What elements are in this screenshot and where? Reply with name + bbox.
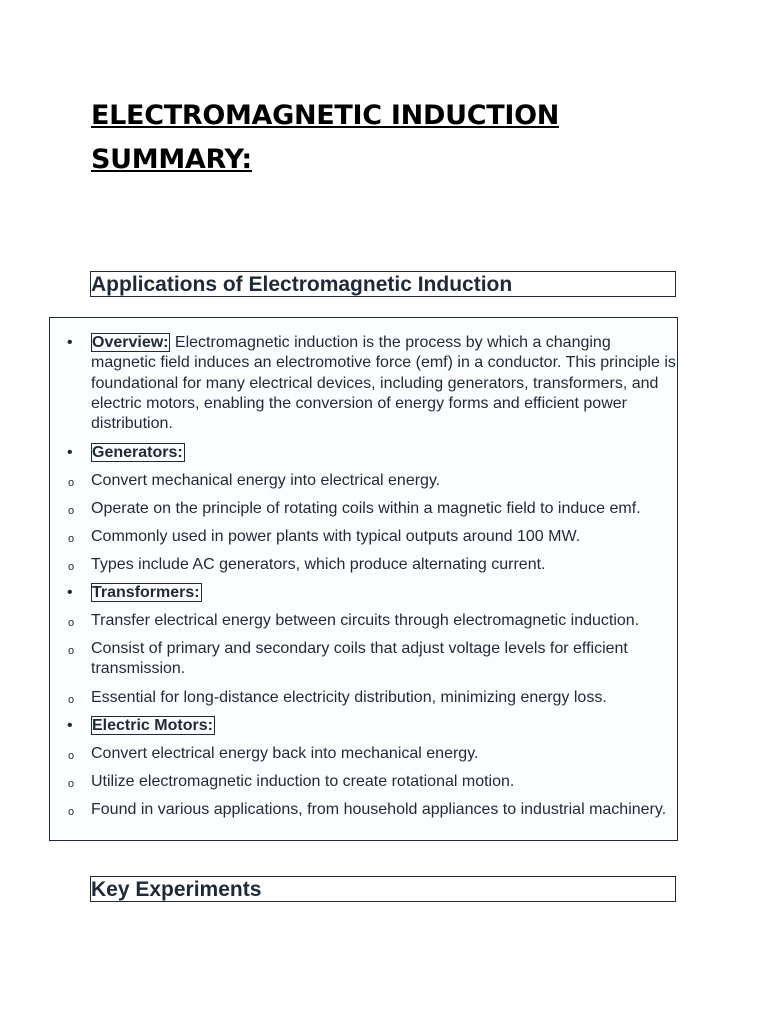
sub-bullet-marker: o (68, 750, 75, 762)
motors-label: Electric Motors: (92, 717, 213, 734)
overview-body: Electromagnetic induction is the process by which a changing magnetic field induces an electromotive force (emf) in a conductor. This principle is foundational for many electrical devices, including generators, transformers, and electric motors, enabling the conversion of energy forms and efficient power distribution. (91, 334, 676, 433)
sub-bullet-marker: o (68, 806, 75, 818)
generators-label: Generators: (92, 444, 183, 461)
transformers-label: Transformers: (92, 584, 200, 601)
sub-bullet-marker: o (68, 778, 75, 790)
applications-content-box: • Overview: Electromagnetic induction is the process by which a changing magnetic field induces an electromotive force (emf) in a conductor. This principle is foundational for many electrical devices, including generators, transformers, and electric motors, enabling the conversion of energy forms and efficient power distribution. • Generators: o Convert mechanical energy into electrical energy. o Operate on the principle of rotating coils within a magnetic field to induce emf. o Commonly used in power plants with typical outputs around 100 MW. o Types include AC generators, which produce alternating current. • Transformers: o Transfer electrical energy between circuits through electromagnetic induction. o Consist of primary and secondary coils that adjust voltage levels for efficient transmission. o Essential for long-distance electricity distribution, minimizing energy loss. • Electric Motors: o Convert electrical energy back into mechanical energy. o Utilize electromagnetic induction to create rotational motion. o Found in various applications, from household appliances to industrial machinery. (49, 317, 678, 841)
document-title (91, 94, 611, 182)
applications-heading: Applications of Electromagnetic Induction (90, 271, 676, 297)
sub-bullet-marker: o (68, 533, 75, 545)
sub-bullet-marker: o (68, 617, 75, 629)
title-line-2: SUMMARY: (91, 144, 252, 175)
sub-bullet-marker: o (68, 477, 75, 489)
bullet-marker: • (67, 334, 73, 351)
sub-bullet-marker: o (68, 505, 75, 517)
sub-bullet-marker: o (68, 694, 75, 706)
bullet-marker: • (67, 444, 73, 461)
bullet-marker: • (67, 584, 73, 601)
bullet-marker: • (67, 717, 73, 734)
overview-text (91, 333, 677, 434)
sub-bullet-marker: o (68, 561, 75, 573)
title-line-1: ELECTROMAGNETIC INDUCTION (91, 100, 560, 131)
key-experiments-heading: Key Experiments (90, 876, 676, 902)
overview-label: Overview: (92, 334, 169, 351)
sub-bullet-marker: o (68, 645, 75, 657)
